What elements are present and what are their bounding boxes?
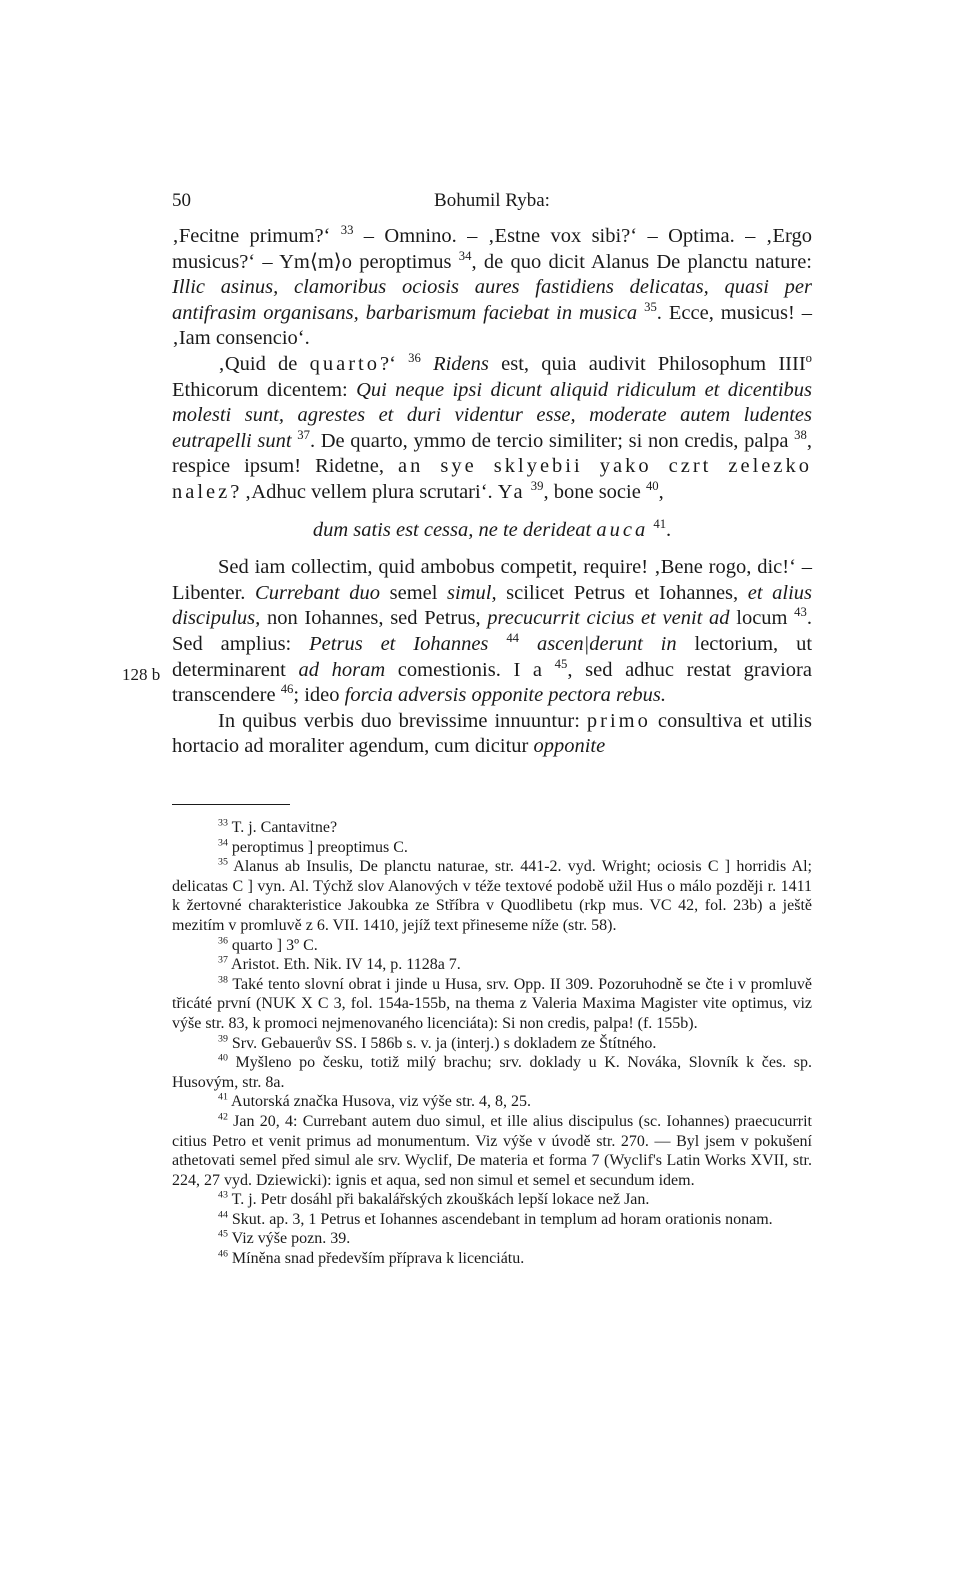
main-text	[172, 224, 812, 760]
footnote-43: $^{43}$ T. j. Petr dosáhl při bakalářských zkouškách lepší lokace než Jan.	[218, 1189, 650, 1209]
verse-line: dum satis est cessa, ne te derideat auca $^{41}$.	[312, 516, 672, 541]
footnote-35: $^{35}$ Alanus ab Insulis, De planctu naturae, str. 441-2. vyd. Wright; ociosis C ] horridis Al; delicatas C ] vyn. Al. Týchž slov Alanových v téže textové podobě užil Hus o málo později r. 1411 k žertovné charakteristice Jakoubka ze Stříbra v Quodlibetu (rkp mus. VC 42, fol. 23b) a ještě mezitím v promluvě z 6. VII. 1410, jejíž text přineseme níže (str. 58).	[172, 856, 812, 934]
footnote-ref: 41	[653, 516, 667, 531]
footnote-41: $^{41}$ Autorská značka Husova, viz výše str. 4, 8, 25.	[218, 1091, 531, 1111]
footnote-36: $^{36}$ quarto ] 3º C.	[218, 935, 318, 954]
footnote-45: $^{45}$ Viz výše pozn. 39.	[218, 1229, 351, 1248]
paragraph-4: In quibus verbis duo brevissime innuuntur: primo consultiva et utilis hortacio ad moraliter agendum, cum dicitur opponite	[172, 709, 812, 758]
footnote-39: $^{39}$ Srv. Gebauerův SS. I 586b s. v. ja (interj.) s dokladem ze Štítného.	[218, 1033, 657, 1052]
footnote-ref: 33	[340, 223, 354, 238]
footnote-ref: 35	[644, 299, 657, 314]
footnote-ref: 36	[408, 351, 421, 366]
paragraph-1: ‚Fecitne primum?‘ $^{33}$ – Omnino. – ‚Estne vox sibi?‘ – Optima. – ‚Ergo musicus?‘ – Ym⟨m⟩o peroptimus $^{34}$, de quo dicit Alanus De planctu nature: Illic asinus, clamoribus ociosis aures fastidiens delicatas, quasi per antifrasim organisans, barbarismum faciebat in musica $^{35}$. Ecce, musicus! – ‚Iam consencio‘.	[172, 223, 813, 350]
footnote-ref: 45	[554, 656, 568, 671]
footnote-40: $^{40}$ Myšleno po česku, totiž milý brachu; srv. doklady u K. Nováka, Slovník k čes. sp. Husovým, str. 8a.	[172, 1052, 812, 1091]
footnote-44: $^{44}$ Skut. ap. 3, 1 Petrus et Iohannes ascendebant in templum ad horam orationis nonam.	[218, 1209, 773, 1228]
footnote-divider	[172, 804, 290, 805]
page-number: 50	[172, 190, 191, 211]
footnote-ref: 38	[794, 427, 807, 442]
footnote-ref: 39	[530, 479, 544, 494]
paragraph-2: ‚Quid de quarto?‘ $^{36}$ Ridens est, quia audivit Philosophum IIII$^o$ Ethicorum dicentem: Qui neque ipsi dicunt aliquid ridiculum et dicentibus molesti sunt, agrestes et duri videntur esse, moderate autem ludentes eutrapelli sunt $^{37}$. De quarto, ymmo de tercio similiter; si non credis, palpa $^{38}$, respice ipsum! Ridetne, an sye sklyebii yako czrt zelezko nalez? ‚Adhuc vellem plura scrutari‘. Ya $^{39}$, bone socie $^{40}$,	[172, 351, 813, 503]
footnote-46: $^{46}$ Míněna snad především příprava k licenciátu.	[218, 1248, 525, 1268]
page-header	[172, 190, 812, 214]
footnote-ref: 34	[458, 248, 472, 263]
footnote-37: $^{37}$ Aristot. Eth. Nik. IV 14, p. 1128a 7.	[218, 954, 461, 974]
margin-folio-note: 128 b	[122, 665, 161, 684]
footnote-38: $^{38}$ Také tento slovní obrat i jinde u Husa, srv. Opp. II 309. Pozoruhodně se čte i v promluvě třicáté první (NUK X C 3, fol. 154a-155b, na thema z Valeria Maxima Magister vite optimus, viz výše str. 83, k promoci nejmenovaného licenciáta): Si non credis, palpa! (f. 155b).	[172, 974, 812, 1032]
footnote-ref: 43	[794, 605, 807, 620]
footnote-ref: 37	[297, 427, 310, 442]
footnote-42: $^{42}$ Jan 20, 4: Currebant autem duo simul, et ille alius discipulus (sc. Iohannes) praecucurrit citius Petro et venit primus ad monumentum. Viz výše v úvodě str. 270. — Byl jsem v pokušení athetovati semel před simul ale srv. Wyclif, De materia et forma 7 (Wyclif's Latin Works XVII, str. 224, 27 vyd. Dziewicki): ignis et aqua, sed non simul et semel et secundum idem.	[172, 1111, 812, 1189]
footnotes	[172, 818, 812, 1269]
footnote-ref: 40	[645, 479, 659, 494]
footnote-ref: 46	[280, 682, 294, 697]
running-head: Bohumil Ryba:	[434, 190, 550, 211]
footnote-33: $^{33}$ T. j. Cantavitne?	[218, 817, 338, 836]
footnote-ref: 44	[506, 631, 520, 646]
footnote-34: $^{34}$ peroptimus ] preoptimus C.	[218, 837, 408, 856]
paragraph-3: Sed iam collectim, quid ambobus competit, require! ‚Bene rogo, dic!‘ – Libenter. Currebant duo semel simul, scilicet Petrus et Iohannes, et alius discipulus, non Iohannes, sed Petrus, precucurrit cicius et venit ad locum $^{43}$. Sed amplius: Petrus et Iohannes $^{44}$ ascen|derunt in lectorium, ut determinarent ad horam comestionis. I a $^{45}$, sed adhuc restat graviora transcendere $^{46}$; ideo forcia adversis opponite pectora rebus.	[172, 556, 813, 707]
